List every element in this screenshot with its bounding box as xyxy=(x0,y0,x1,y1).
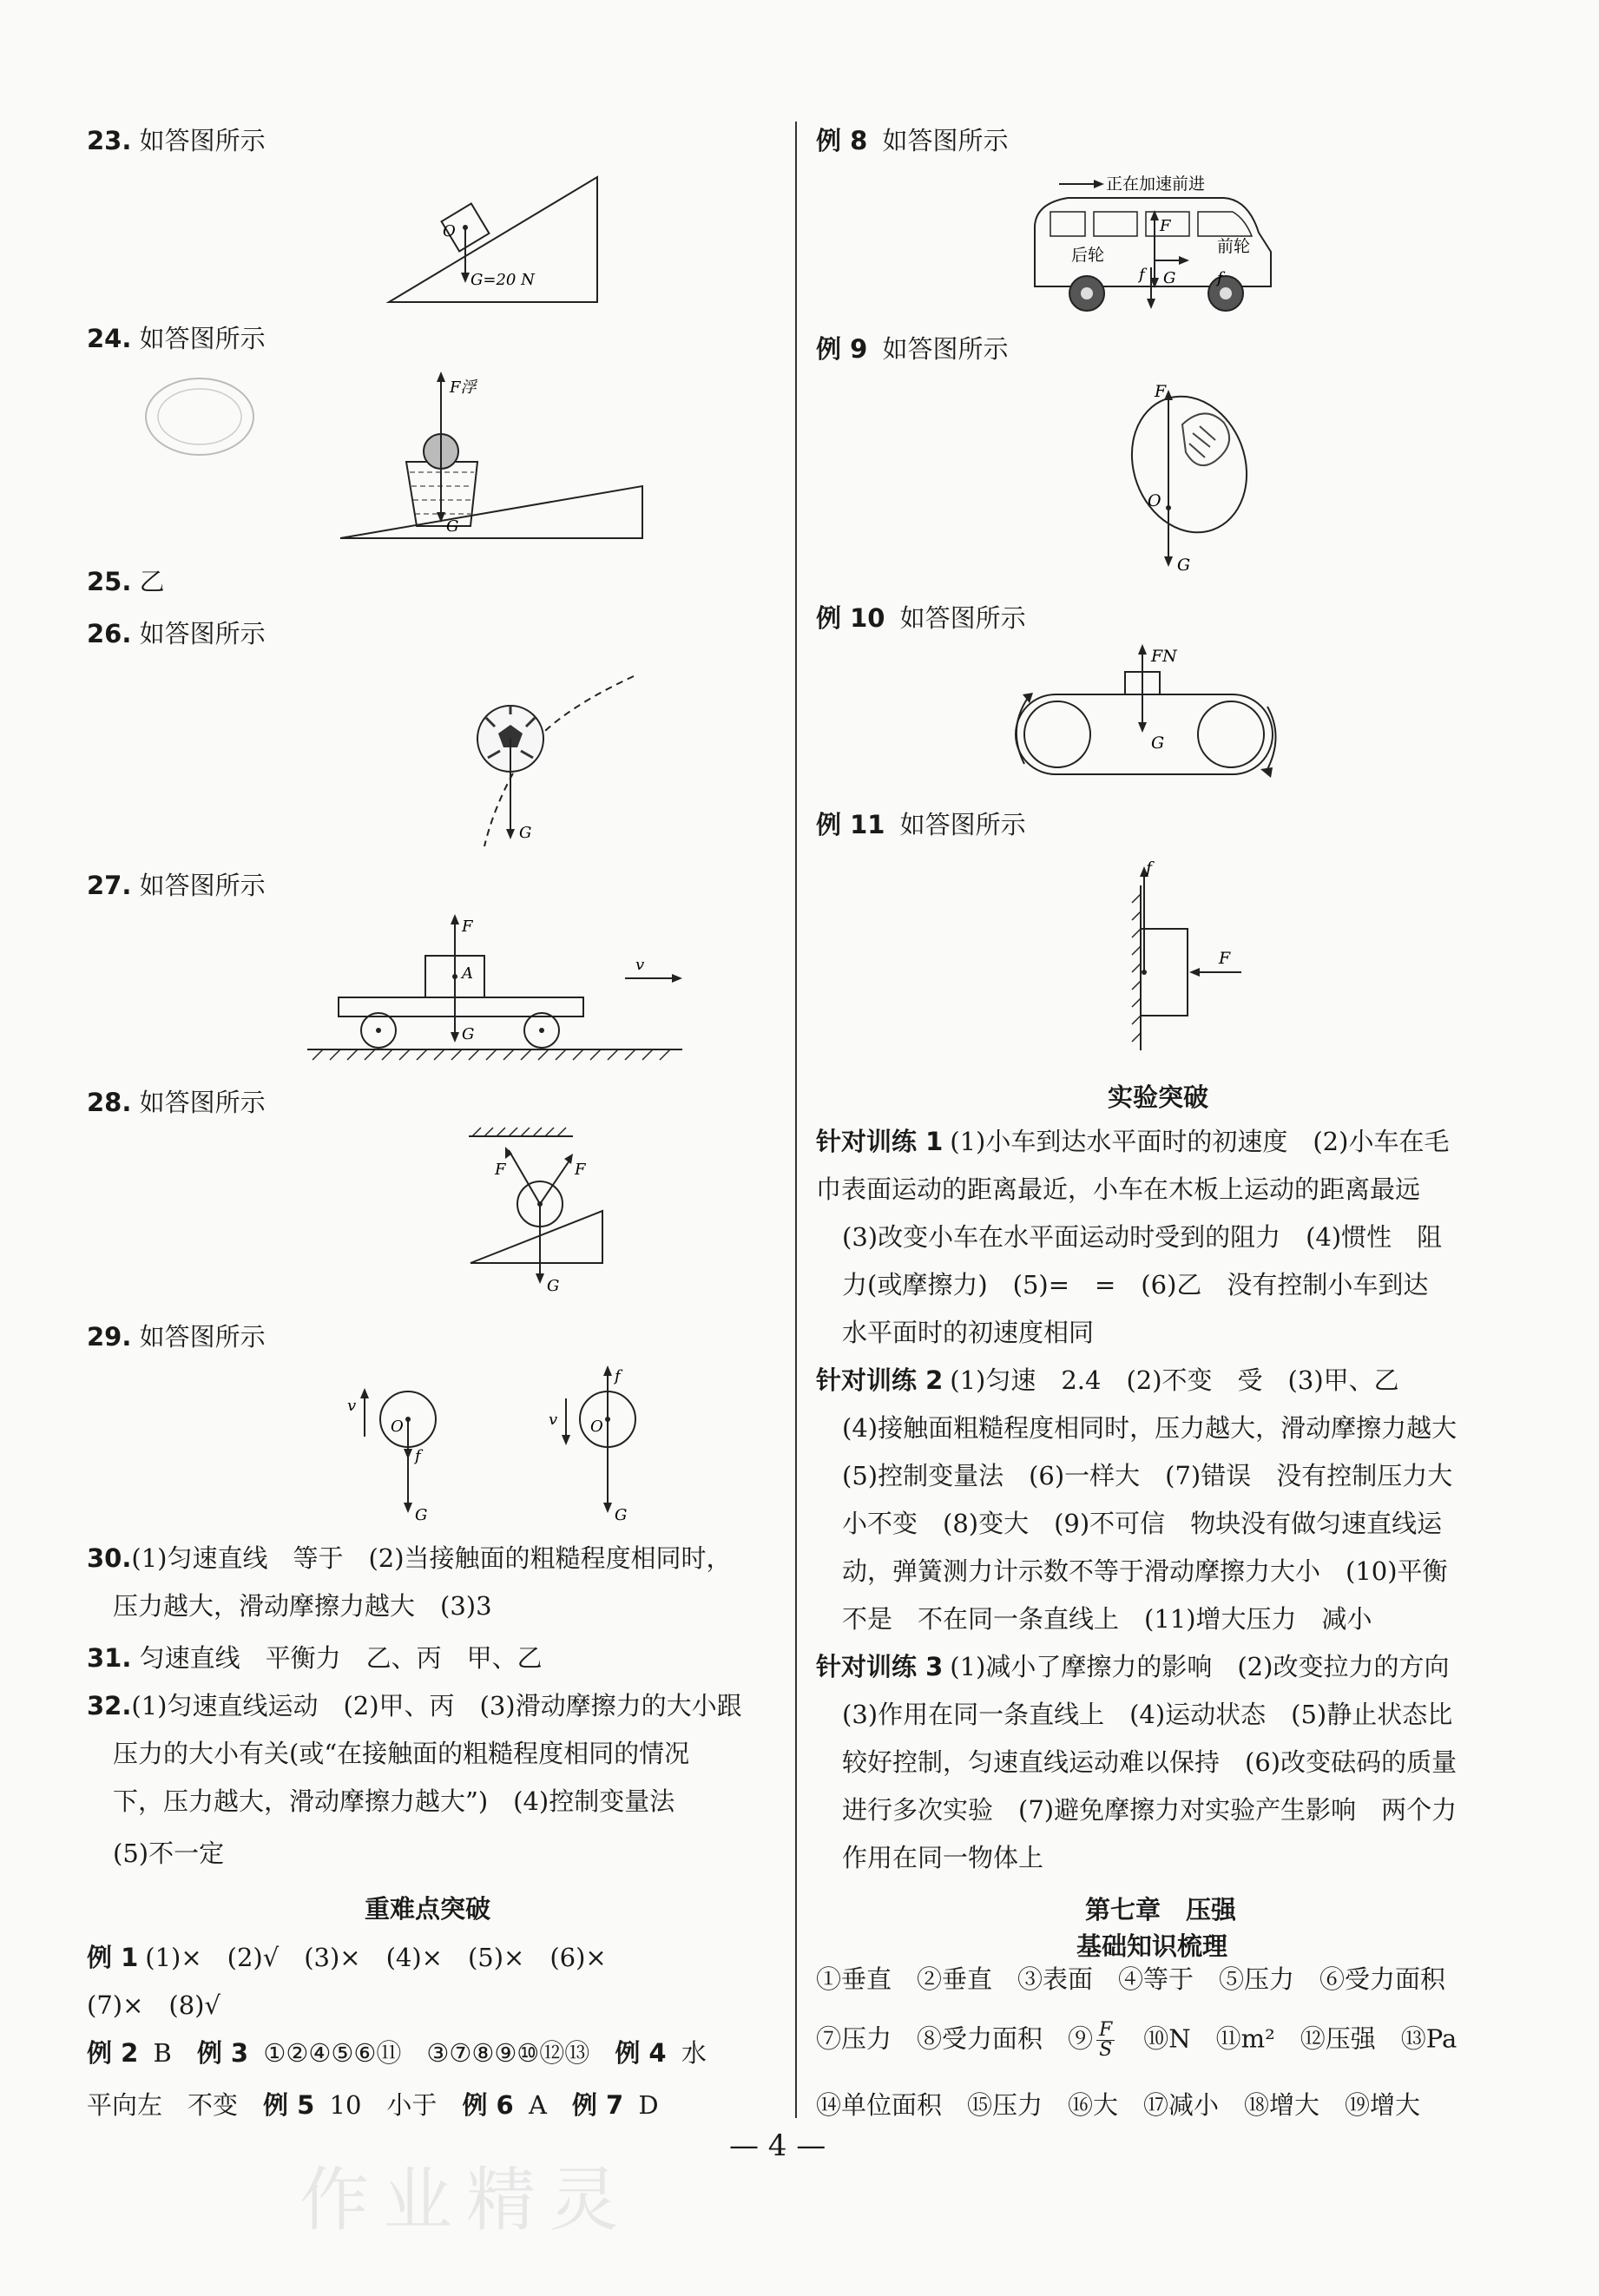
q28: 28. 如答图所示 xyxy=(87,1088,266,1117)
ex11: 例 11 如答图所示 xyxy=(816,810,1026,839)
ex1-line2: (7)× (8)√ xyxy=(87,1990,220,2020)
q29-figure xyxy=(339,1359,686,1532)
ex10: 例 10 如答图所示 xyxy=(816,603,1026,633)
svg-text:FN: FN xyxy=(1151,647,1177,666)
t3-line5: 作用在同一物体上 xyxy=(842,1843,1044,1872)
watermark: 作业精灵 xyxy=(299,2160,633,2240)
ex2-line1: 例 2 B 例 3 ①②④⑤⑥⑪ ③⑦⑧⑨⑩⑫⑬ 例 4 水 xyxy=(87,2038,707,2068)
basics-line1: ①垂直 ②垂直 ③表面 ④等于 ⑤压力 ⑥受力面积 xyxy=(816,1964,1446,1994)
t3-line2: (3)作用在同一条直线上 (4)运动状态 (5)静止状态比 xyxy=(842,1700,1453,1729)
svg-text:f: f xyxy=(615,1367,621,1385)
q29: 29. 如答图所示 xyxy=(87,1322,266,1352)
q32-line4: (5)不一定 xyxy=(113,1839,225,1868)
t1-line3: (3)改变小车在水平面运动时受到的阻力 (4)惯性 阻 xyxy=(842,1222,1443,1252)
q24-figure xyxy=(339,365,668,547)
q32-line3: 下，压力越大，滑动摩擦力越大”) (4)控制变量法 xyxy=(113,1786,675,1816)
t2-line6: 不是 不在同一条直线上 (11)增大压力 减小 xyxy=(842,1604,1372,1634)
page-number: — 4 — xyxy=(729,2128,826,2163)
stamp-logo xyxy=(139,369,260,464)
section-title-experiment: 实验突破 xyxy=(1108,1082,1209,1112)
q26: 26. 如答图所示 xyxy=(87,619,266,648)
q27-f-label: F xyxy=(462,918,473,936)
svg-text:f: f xyxy=(1217,269,1223,287)
q32-line2: 压力的大小有关(或“在接触面的粗糙程度相同的情况 xyxy=(113,1739,690,1768)
q28-g-label: G xyxy=(547,1277,560,1295)
ex8-front-label: 前轮 xyxy=(1217,237,1251,256)
svg-text:G: G xyxy=(615,1506,628,1524)
q26-g-label: G xyxy=(519,824,532,842)
ex11-figure xyxy=(1102,851,1259,1059)
conveyor-belt xyxy=(1016,694,1273,774)
q26-figure xyxy=(460,664,651,855)
ex8-motion-label: 正在加速前进 xyxy=(1106,174,1206,194)
basics-line2: ⑦压力 ⑧受力面积 ⑨ $\frac{F}{S}$ ⑩N ⑪m² ⑫压强 ⑬Pa xyxy=(816,2019,1458,2061)
ex8-rear-label: 后轮 xyxy=(1071,246,1105,265)
svg-text:f: f xyxy=(415,1447,421,1465)
q28-f2-label: F xyxy=(575,1161,586,1179)
svg-text:f: f xyxy=(1139,266,1145,284)
svg-text:G: G xyxy=(415,1506,428,1524)
svg-text:f: f xyxy=(1146,859,1153,878)
t3-line4: 进行多次实验 (7)避免摩擦力对实验产生影响 两个力 xyxy=(842,1795,1458,1825)
q27-figure xyxy=(304,907,686,1063)
q27-a-label: A xyxy=(462,964,473,983)
q27-g-label: G xyxy=(462,1025,475,1043)
ex8-figure xyxy=(1024,165,1285,317)
t2-line1: 针对训练 2 (1)匀速 2.4 (2)不变 受 (3)甲、乙 xyxy=(816,1365,1399,1395)
section-title-key-points: 重难点突破 xyxy=(365,1894,491,1924)
t3-line1: 针对训练 3 (1)减小了摩擦力的影响 (2)改变拉力的方向 xyxy=(816,1652,1450,1681)
t1-line4: 力(或摩擦力) (5)= = (6)乙 没有控制小车到达 xyxy=(842,1270,1429,1299)
svg-text:O: O xyxy=(590,1418,603,1436)
ex10-figure xyxy=(1007,642,1302,790)
svg-text:F: F xyxy=(1219,949,1231,968)
svg-text:F: F xyxy=(1155,382,1167,401)
q28-f1-label: F xyxy=(495,1161,506,1179)
t1-line2: 巾表面运动的距离最近，小车在木板上运动的距离最远 xyxy=(816,1174,1421,1204)
svg-text:O: O xyxy=(1148,491,1161,510)
svg-text:v: v xyxy=(549,1411,558,1429)
t2-line4: 小不变 (8)变大 (9)不可信 物块没有做匀速直线运 xyxy=(842,1509,1443,1538)
t3-line3: 较好控制，匀速直线运动难以保持 (6)改变砝码的质量 xyxy=(842,1747,1458,1777)
ex2-line2: 平向左 不变 例 5 10 小于 例 6 A 例 7 D xyxy=(87,2090,659,2120)
svg-text:G: G xyxy=(1163,269,1176,287)
q24-f-label: F浮 xyxy=(450,378,477,397)
egg-shape xyxy=(1113,380,1265,549)
q24: 24. 如答图所示 xyxy=(87,324,266,353)
ex9-figure xyxy=(1102,378,1276,586)
t2-line2: (4)接触面粗糙程度相同时，压力越大，滑动摩擦力越大 xyxy=(842,1413,1458,1443)
column-divider xyxy=(795,122,797,2118)
pressed-block xyxy=(1141,929,1188,1016)
ex1-line1: 例 1 (1)× (2)√ (3)× (4)× (5)× (6)× xyxy=(87,1943,607,1972)
svg-text:v: v xyxy=(347,1397,357,1415)
q32-line1: 32.(1)匀速直线运动 (2)甲、丙 (3)滑动摩擦力的大小跟 xyxy=(87,1691,742,1720)
q29-left-ball xyxy=(347,1388,436,1524)
ex8: 例 8 如答图所示 xyxy=(816,126,1009,155)
t1-line5: 水平面时的初速度相同 xyxy=(842,1318,1095,1347)
ex9: 例 9 如答图所示 xyxy=(816,334,1009,364)
svg-text:G: G xyxy=(1177,556,1191,575)
q23: 23. 如答图所示 xyxy=(87,126,266,155)
t1-line1: 针对训练 1 (1)小车到达水平面时的初速度 (2)小车在毛 xyxy=(816,1127,1450,1156)
q30-line2: 压力越大，滑动摩擦力越大 (3)3 xyxy=(113,1591,492,1621)
t2-line3: (5)控制变量法 (6)一样大 (7)错误 没有控制压力大 xyxy=(842,1461,1453,1490)
q23-g-label: G=20 N xyxy=(470,271,535,289)
q25: 25. 乙 xyxy=(87,567,165,596)
svg-text:G: G xyxy=(1151,734,1165,753)
basics-title: 基础知识梳理 xyxy=(1076,1931,1228,1961)
q29-right-ball xyxy=(549,1365,635,1524)
svg-text:F: F xyxy=(1160,217,1171,235)
q27-v-label: v xyxy=(635,956,645,974)
q24-g-label: G xyxy=(446,517,459,536)
q31: 31. 匀速直线 平衡力 乙、丙 甲、乙 xyxy=(87,1643,543,1673)
fraction-f-over-s: $\frac{F}{S}$ xyxy=(1096,2021,1115,2060)
q28-figure xyxy=(373,1124,616,1298)
t2-line5: 动，弹簧测力计示数不等于滑动摩擦力大小 (10)平衡 xyxy=(842,1556,1448,1586)
q23-figure xyxy=(382,174,608,312)
svg-text:O: O xyxy=(391,1418,404,1436)
basics-line3: ⑭单位面积 ⑮压力 ⑯大 ⑰减小 ⑱增大 ⑲增大 xyxy=(816,2090,1421,2120)
q27: 27. 如答图所示 xyxy=(87,871,266,900)
chapter-title: 第七章 压强 xyxy=(1085,1895,1237,1924)
q23-o-label: O xyxy=(443,222,456,240)
q30-line1: 30.(1)匀速直线 等于 (2)当接触面的粗糙程度相同时， xyxy=(87,1543,732,1573)
